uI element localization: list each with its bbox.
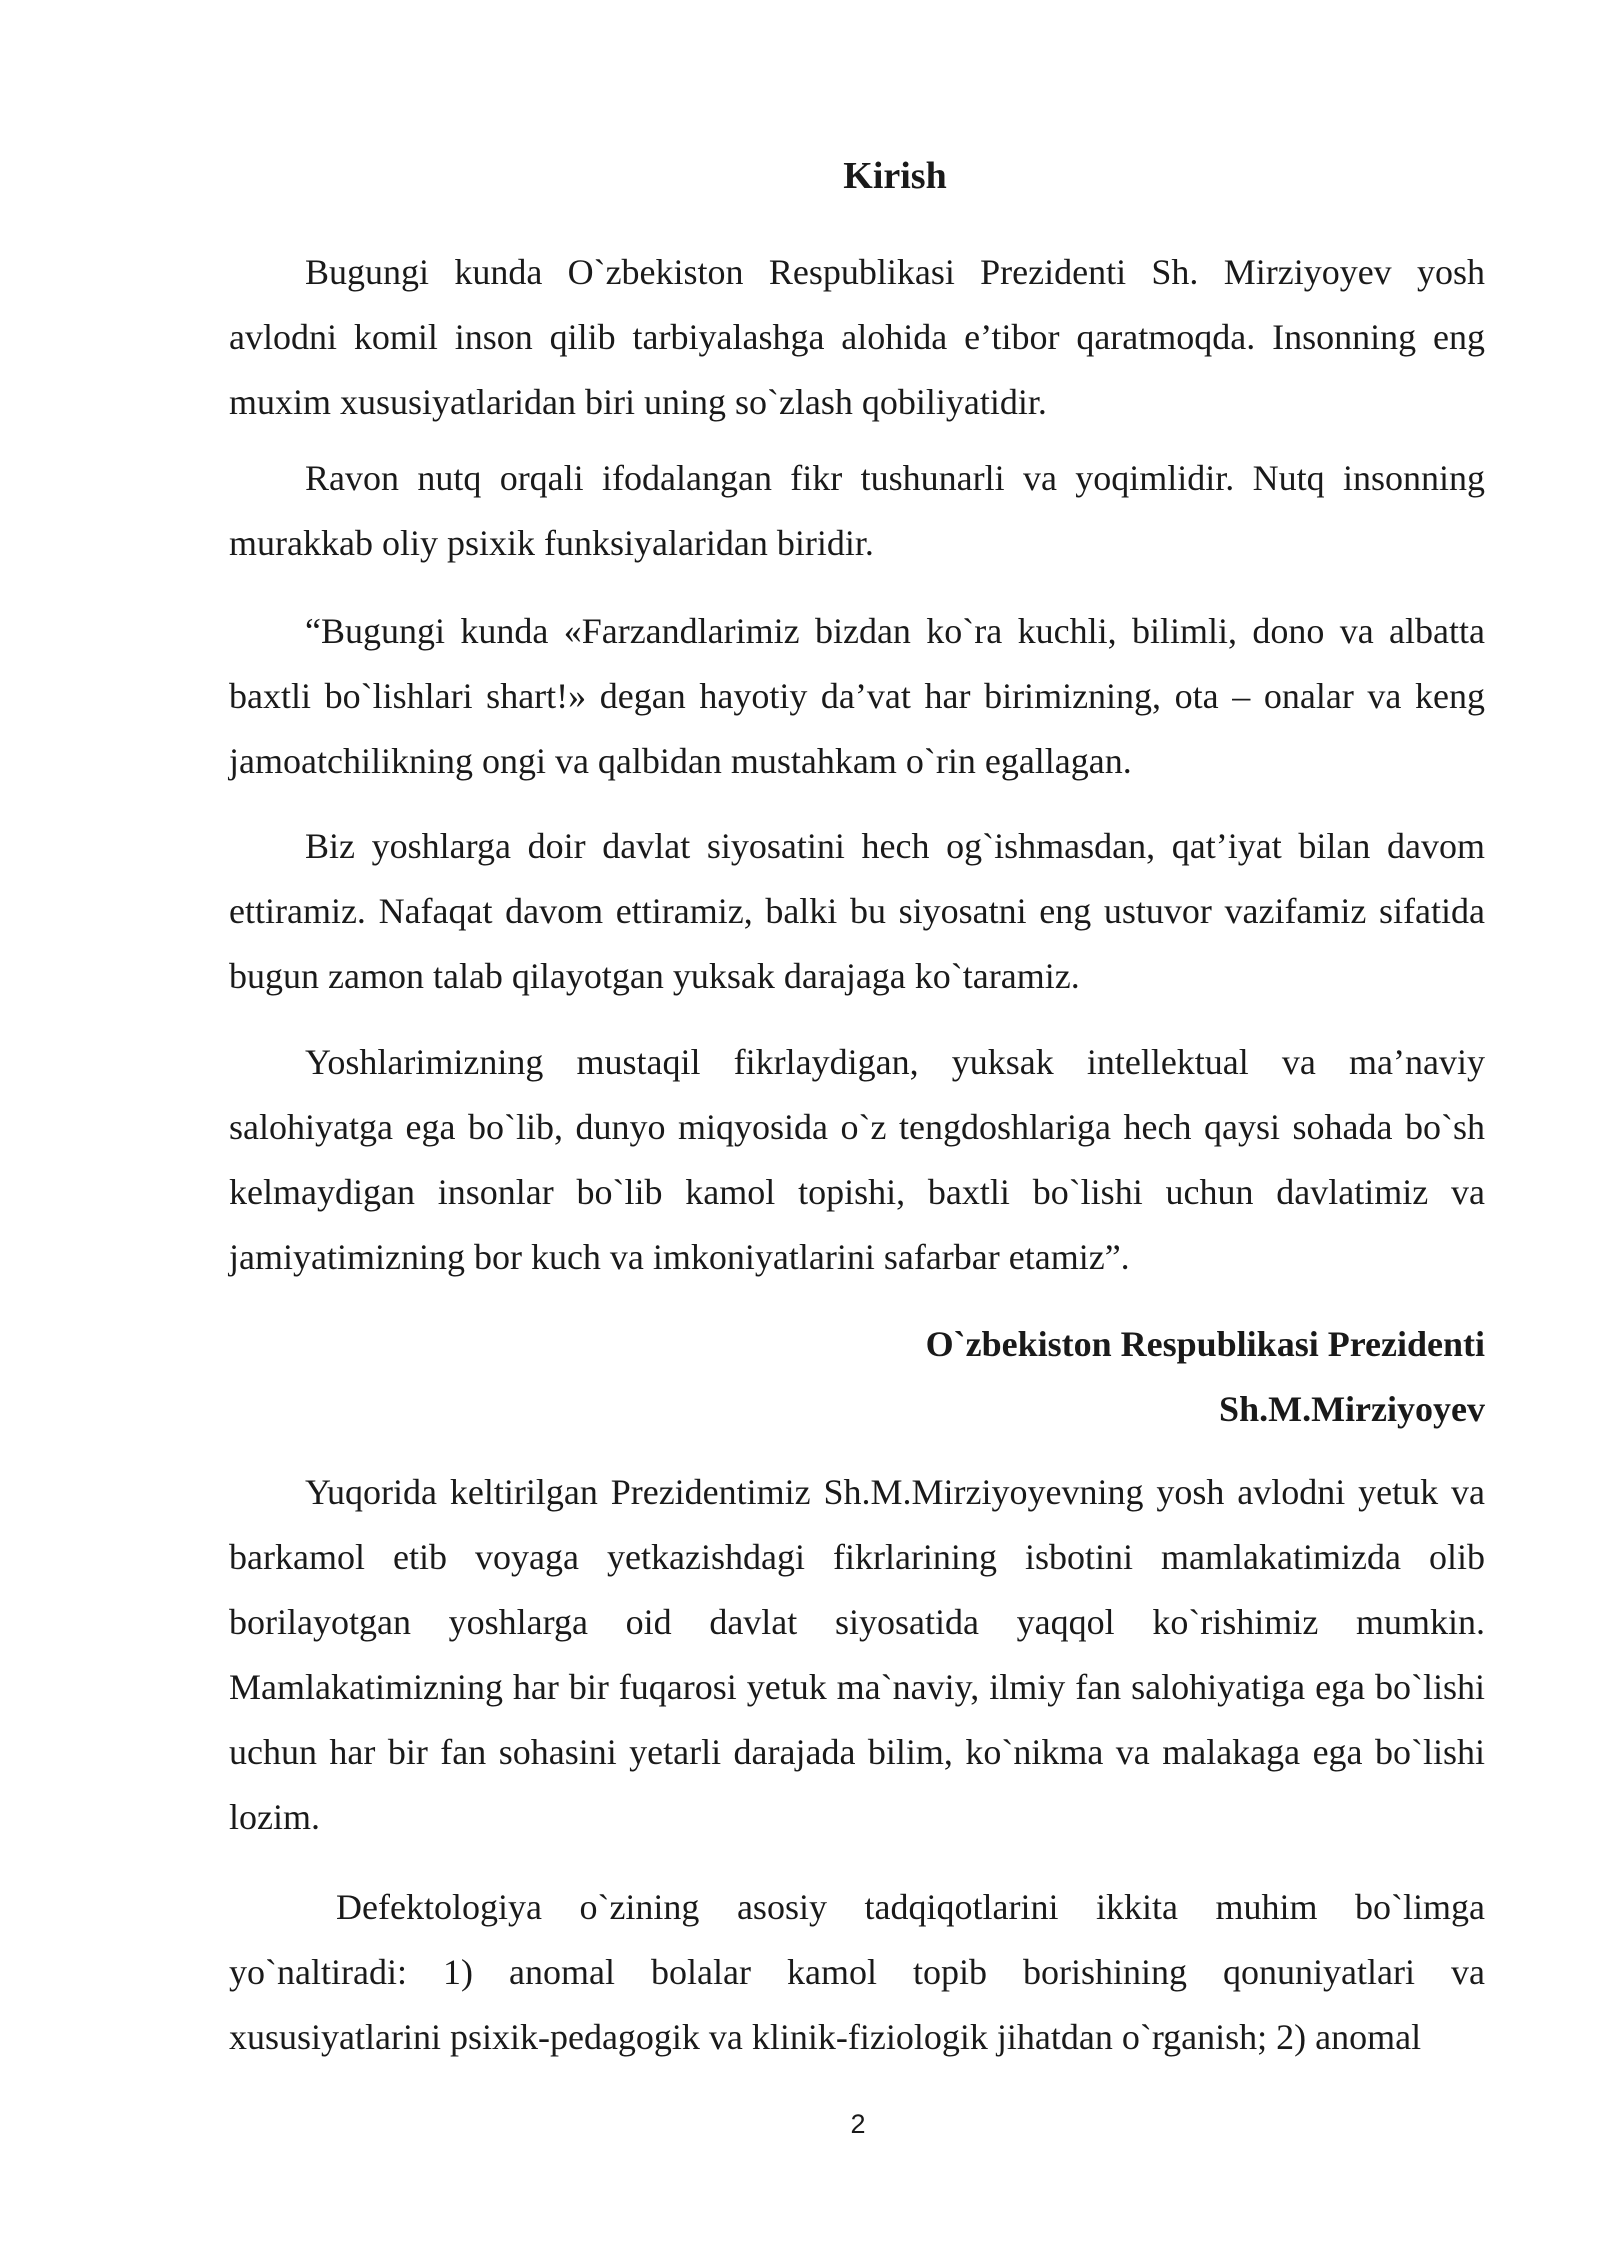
paragraph-intro: Bugungi kunda O`zbekiston Respublikasi Prezidenti Sh. Mirziyoyev yosh avlodni komil inson qilib tarbiyalashga alohida e’tibor qaratmoqda. Insonning eng muxim xususiyatlaridan biri uning so`zlash qobiliyatidir. [229, 252, 1485, 422]
section-heading: Kirish [843, 155, 947, 197]
paragraph-defectology: Defektologiya o`zining asosiy tadqiqotlarini ikkita muhim bo`limga yo`naltiradi: 1) anomal bolalar kamol topib borishining qonuniyatlari va xususiyatlarini psixik-pedagogik va klinik-fiziologik jihatdan o`rganish; 2) anomal [229, 1887, 1485, 2057]
page-number: 2 [850, 2109, 866, 2139]
signature-name: Sh.M.Mirziyoyev [1219, 1389, 1485, 1429]
paragraph-quote-3: Yoshlarimizning mustaqil fikrlaydigan, yuksak intellektual va ma’naviy salohiyatga ega bo`lib, dunyo miqyosida o`z tengdoshlariga hech qaysi sohada bo`sh kelmaydigan insonlar bo`lib kamol topishi, baxtli bo`lishi uchun davlatimiz va jamiyatimizning bor kuch va imkoniyatlarini safarbar etamiz”. [229, 1042, 1485, 1277]
signature-title: O`zbekiston Respublikasi Prezidenti [925, 1324, 1485, 1364]
paragraph-quote-1: “Bugungi kunda «Farzandlarimiz bizdan ko`ra kuchli, bilimli, dono va albatta baxtli bo`lishlari shart!» degan hayotiy da’vat har birimizning, ota – onalar va keng jamoatchilikning ongi va qalbidan mustahkam o`rin egallagan. [229, 611, 1485, 781]
paragraph-speech: Ravon nutq orqali ifodalangan fikr tushunarli va yoqimlidir. Nutq insonning murakkab oliy psixik funksiyalaridan biridir. [229, 458, 1485, 563]
paragraph-quote-2: Biz yoshlarga doir davlat siyosatini hech og`ishmasdan, qat’iyat bilan davom ettiramiz. Nafaqat davom ettiramiz, balki bu siyosatni eng ustuvor vazifamiz sifatida bugun zamon talab qilayotgan yuksak darajaga ko`taramiz. [229, 826, 1485, 996]
paragraph-commentary: Yuqorida keltirilgan Prezidentimiz Sh.M.Mirziyoyevning yosh avlodni yetuk va barkamol etib voyaga yetkazishdagi fikrlarining isbotini mamlakatimizda olib borilayotgan yoshlarga oid davlat siyosatida yaqqol ko`rishimiz mumkin. Mamlakatimizning har bir fuqarosi yetuk ma`naviy, ilmiy fan salohiyatiga ega bo`lishi uchun har bir fan sohasini yetarli darajada bilim, ko`nikma va malakaga ega bo`lishi lozim. [229, 1472, 1485, 1837]
